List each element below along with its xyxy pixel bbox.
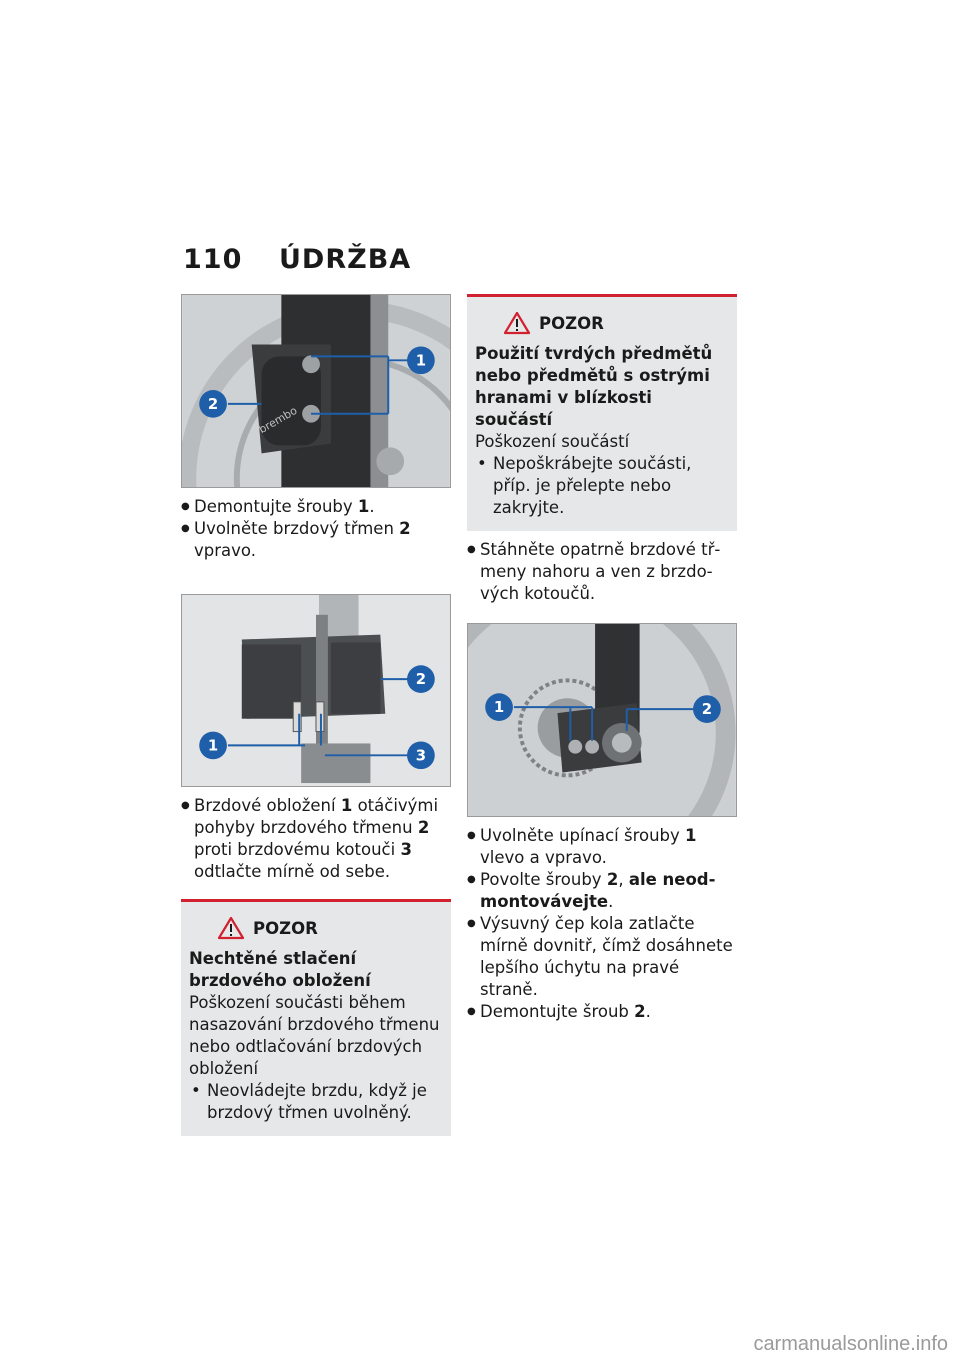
figure-1-illustration (182, 295, 450, 487)
list-item: ● Demontujte šrouby 1. (181, 496, 451, 518)
warning-triangle-icon (503, 311, 531, 335)
warning-label: POZOR (539, 313, 604, 333)
page-header (183, 244, 411, 275)
warning-actions (189, 1080, 443, 1124)
list-item: ● Brzdové obložení 1 otáčivými pohyby brzdového třmenu 2 proti brzdovému kotouči 3 odtlačte mírně od sebe. (181, 795, 451, 883)
steps-remove-calipers (467, 539, 737, 605)
list-item: ● Uvolněte upínací šrouby 1 vlevo a vpravo. (467, 825, 737, 869)
list-item: ● Povolte šrouby 2, ale neodmontovávejte. (467, 869, 737, 913)
steps-push-pads (181, 795, 451, 883)
warning-header (503, 311, 729, 335)
warning-label: POZOR (253, 918, 318, 938)
warning-consequence: Poškození součásti během nasazování brzdového třmenu nebo odtlačování brzdových obložení (189, 993, 440, 1078)
steps-remove-bolts (181, 496, 451, 562)
left-column (181, 294, 451, 1136)
svg-text:1: 1 (493, 699, 505, 717)
warning-box-sharp-objects (467, 294, 737, 531)
list-item: ● Uvolněte brzdový třmen 2 vpravo. (181, 518, 451, 562)
chapter-title: ÚDRŽBA (279, 244, 412, 275)
svg-text:2: 2 (207, 395, 219, 413)
warning-header (217, 916, 443, 940)
figure-brake-caliper-bolts (181, 294, 451, 488)
svg-text:2: 2 (701, 701, 713, 719)
svg-text:3: 3 (415, 747, 427, 765)
list-item: ● Stáhněte opatrně brzdové třmeny nahoru a ven z brzdových kotoučů. (467, 539, 737, 605)
figure-axle-clamp-bolts (467, 623, 737, 817)
steps-axle (467, 825, 737, 1023)
right-column (467, 294, 737, 1023)
figure-brake-pads (181, 594, 451, 787)
warning-title: Použití tvrdých předmětů nebo předmětů s ostrými hranami v blízkosti součástí (475, 344, 713, 429)
list-item: • Nepoškrábejte součásti, příp. je přelepte nebo zakryjte. (475, 453, 729, 519)
figure-3-illustration (468, 624, 736, 816)
warning-consequence: Poškození součástí (475, 432, 630, 451)
list-item: • Neovládejte brzdu, když je brzdový třmen uvolněný. (189, 1080, 443, 1124)
warning-box-pad-compression (181, 899, 451, 1136)
svg-text:1: 1 (207, 737, 219, 755)
svg-text:1: 1 (415, 352, 427, 370)
svg-text:2: 2 (415, 671, 427, 689)
page-number: 110 (183, 244, 243, 275)
warning-actions (475, 453, 729, 519)
figure-2-illustration (182, 595, 450, 786)
warning-title: Nechtěné stlačení brzdového obložení (189, 949, 371, 990)
warning-triangle-icon (217, 916, 245, 940)
brembo-logo: brembo (256, 403, 300, 437)
list-item: ● Výsuvný čep kola zatlačte mírně dovnitř, čímž dosáhnete lepšího úchytu na pravé straně. (467, 913, 737, 1001)
list-item: ● Demontujte šroub 2. (467, 1001, 737, 1023)
watermark: carmanualsonline.info (753, 1333, 948, 1355)
